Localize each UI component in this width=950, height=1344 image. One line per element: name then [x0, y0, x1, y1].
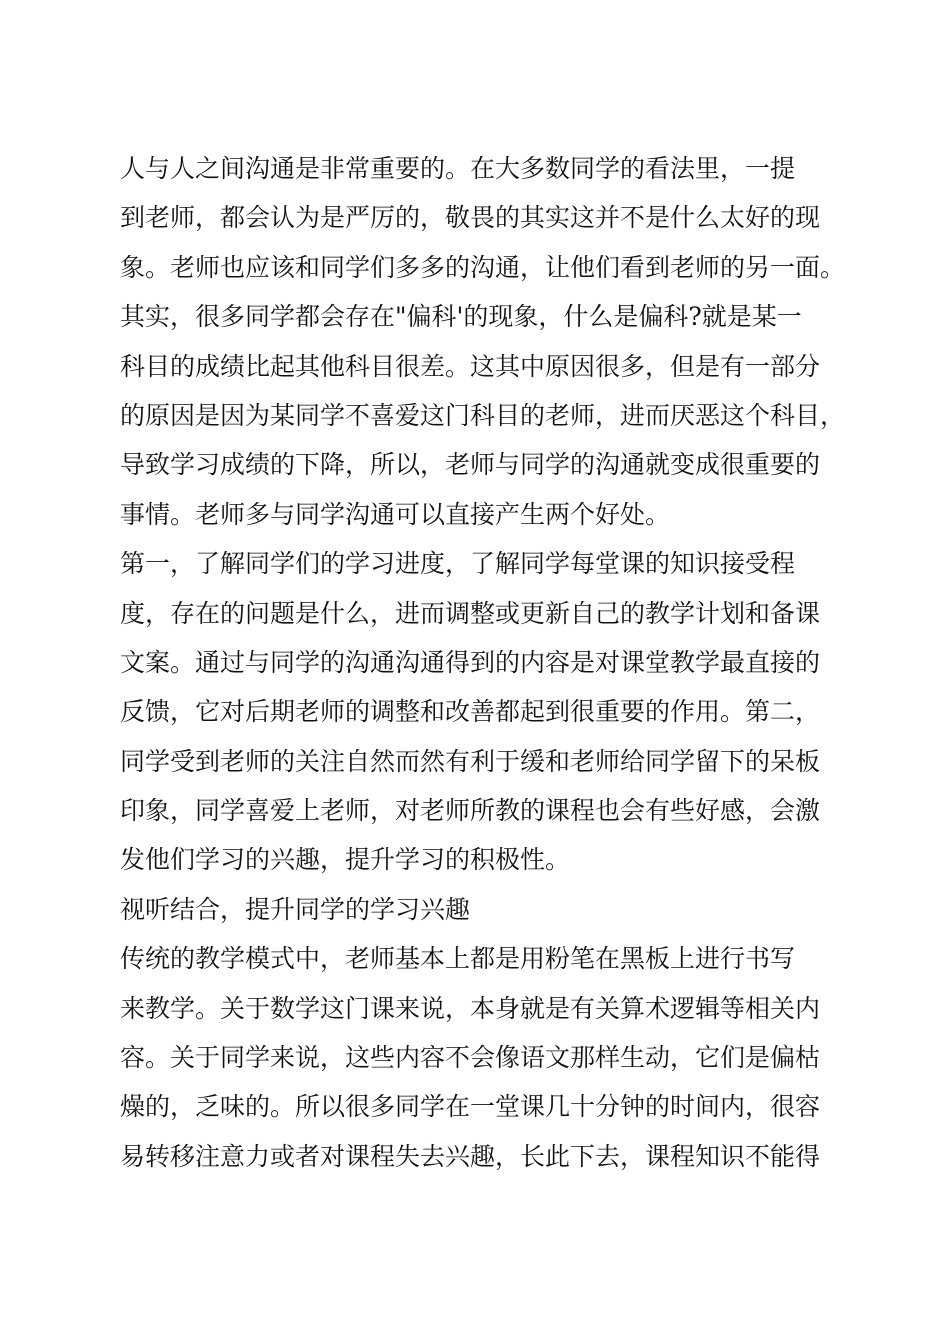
text-line: 象。老师也应该和同学们多多的沟通，让他们看到老师的另一面。: [120, 252, 846, 282]
text-line: 导致学习成绩的下降，所以，老师与同学的沟通就变成很重要的: [120, 450, 821, 480]
text-line: 到老师，都会认为是严厉的，敬畏的其实这并不是什么太好的现: [120, 203, 821, 233]
text-line: 容。关于同学来说，这些内容不会像语文那样生动，它们是偏枯: [120, 1043, 821, 1073]
text-line: 印象，同学喜爱上老师，对老师所教的课程也会有些好感，会激: [120, 796, 821, 826]
text-line: 发他们学习的兴趣，提升学习的积极性。: [120, 845, 571, 875]
text-line: 燥的，乏味的。所以很多同学在一堂课几十分钟的时间内，很容: [120, 1092, 821, 1122]
text-line: 文案。通过与同学的沟通沟通得到的内容是对课堂教学最直接的: [120, 647, 821, 677]
text-line: 度，存在的问题是什么，进而调整或更新自己的教学计划和备课: [120, 598, 821, 628]
section-heading: 视听结合，提升同学的学习兴趣: [120, 894, 471, 924]
text-line: 易转移注意力或者对课程失去兴趣，长此下去，课程知识不能得: [120, 1141, 821, 1171]
text-line: 反馈，它对后期老师的调整和改善都起到很重要的作用。第二，: [120, 697, 821, 727]
text-line: 人与人之间沟通是非常重要的。在大多数同学的看法里，一提: [120, 154, 796, 183]
text-line: 第一，了解同学们的学习进度，了解同学每堂课的知识接受程: [120, 549, 796, 579]
text-line: 其实，很多同学都会存在"偏科'的现象，什么是偏科?就是某一: [120, 302, 802, 332]
text-line: 来教学。关于数学这门课来说，本身就是有关算术逻辑等相关内: [120, 993, 821, 1023]
text-line: 事情。老师多与同学沟通可以直接产生两个好处。: [120, 499, 671, 529]
body-text: [120, 144, 850, 1181]
text-line: 的原因是因为某同学不喜爱这门科目的老师，进而厌恶这个科目，: [120, 400, 846, 430]
text-line: 同学受到老师的关注自然而然有利于缓和老师给同学留下的呆板: [120, 746, 821, 776]
text-line: 科目的成绩比起其他科目很差。这其中原因很多，但是有一部分: [120, 351, 821, 381]
text-line: 传统的教学模式中，老师基本上都是用粉笔在黑板上进行书写: [120, 944, 796, 974]
